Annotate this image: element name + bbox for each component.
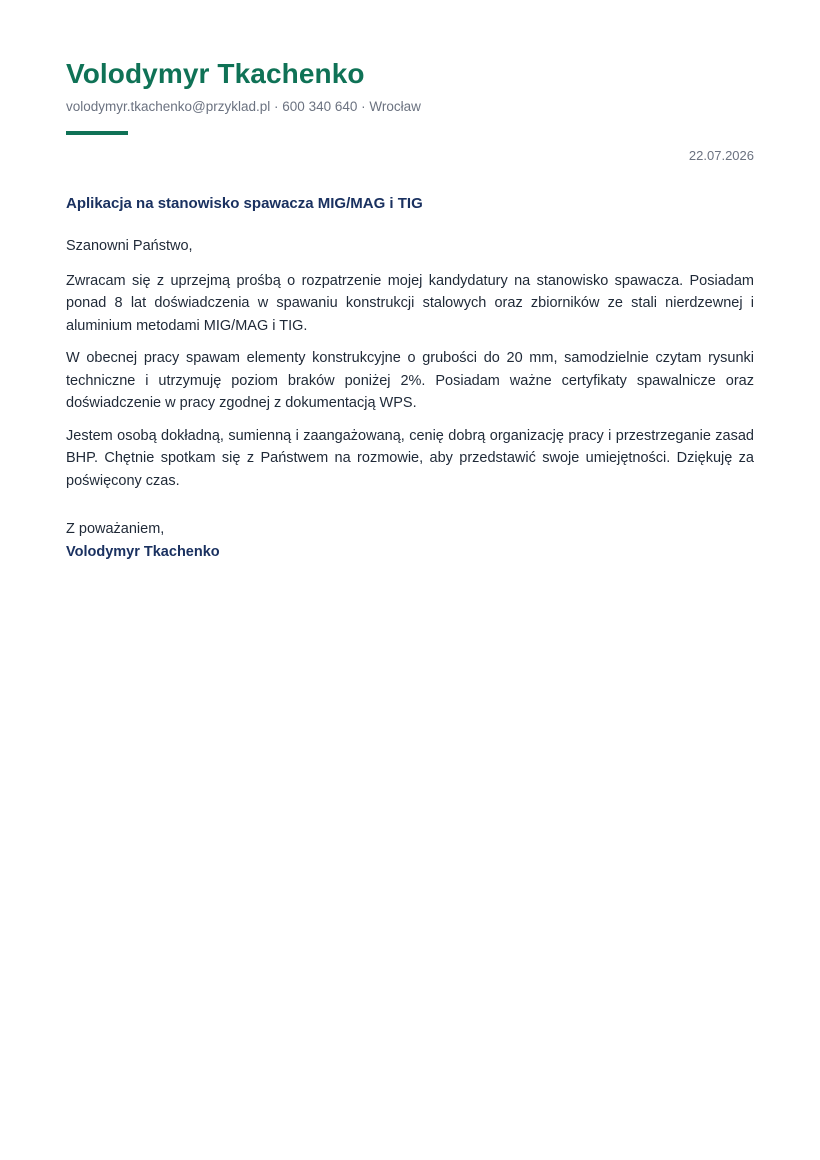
contact-line: volodymyr.tkachenko@przyklad.pl · 600 340 640 · Wrocław [66, 99, 421, 114]
letter-body [66, 235, 754, 502]
letter-subject: Aplikacja na stanowisko spawacza MIG/MAG i TIG [66, 195, 423, 212]
paragraph-3: Jestem osobą dokładną, sumienną i zaangażowaną, cenię dobrą organizację pracy i przestrzeganie zasad BHP. Chętnie spotkam się z Państwem na rozmowie, aby przedstawić swoje umiejętności. Dziękuję za poświęcony czas. [66, 427, 754, 489]
accent-divider [66, 131, 128, 135]
applicant-name: Volodymyr Tkachenko [66, 58, 365, 89]
paragraph-2: W obecnej pracy spawam elementy konstrukcyjne o grubości do 20 mm, samodzielnie czytam rysunki techniczne i utrzymuję poziom braków poniżej 2%. Posiadam ważne certyfikaty spawalnicze oraz doświadczenie w pracy zgodnej z dokumentacją WPS. [66, 350, 754, 411]
paragraph-1: Zwracam się z uprzejmą prośbą o rozpatrzenie mojej kandydatury na stanowisko spawacza. Posiadam ponad 8 lat doświadczenia w spawaniu konstrukcji stalowych oraz zbiorników ze stali nierdzewnej i aluminium metodami MIG/MAG i TIG. [66, 272, 754, 334]
letter-date: 22.07.2026 [688, 148, 754, 163]
closing-phrase: Z poważaniem, [66, 521, 165, 537]
greeting: Szanowni Państwo, [66, 238, 193, 254]
signature-name: Volodymyr Tkachenko [66, 544, 220, 560]
